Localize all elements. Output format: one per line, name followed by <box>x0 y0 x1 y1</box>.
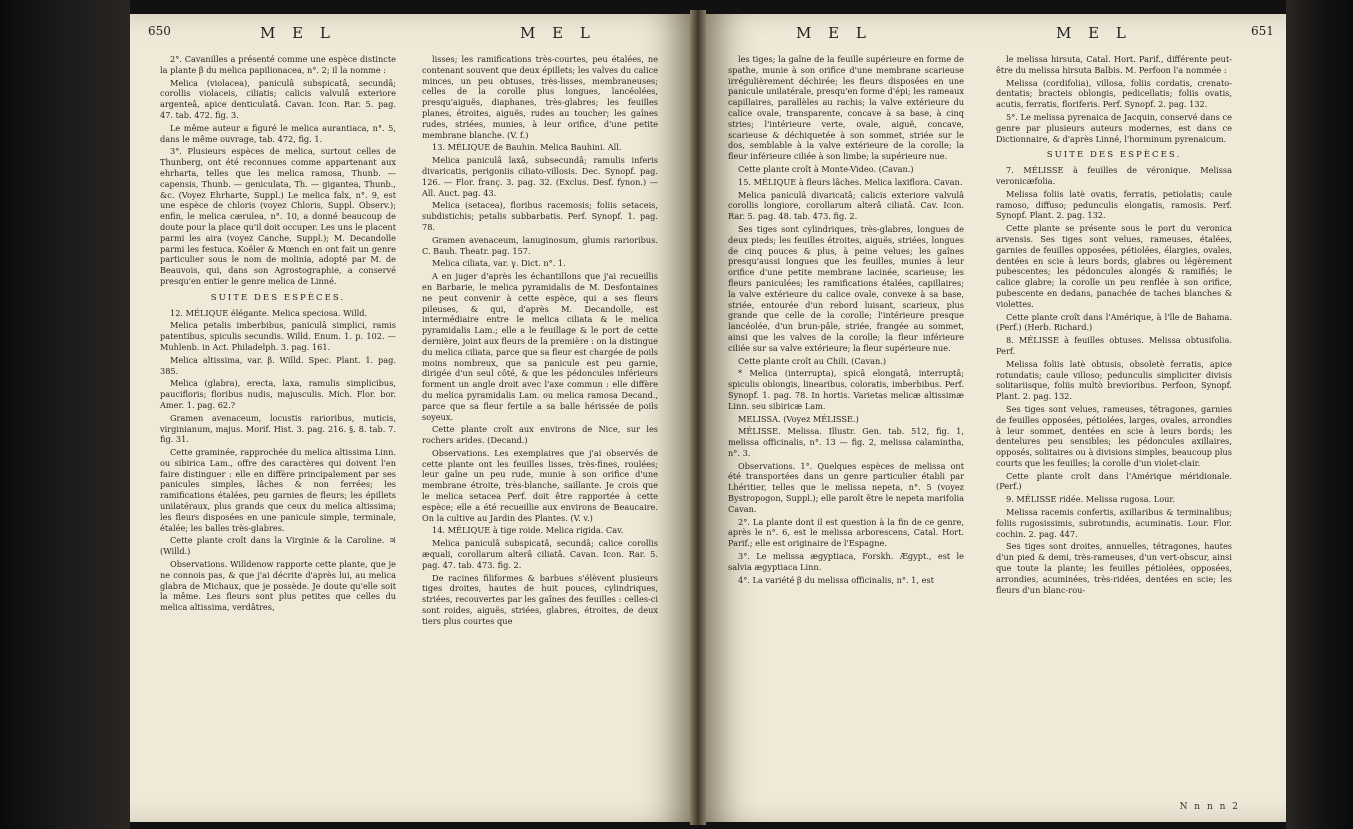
paragraph: Melica ciliata, var. γ. Dict. n°. 1. <box>432 258 566 269</box>
paragraph: Melissa racemis confertis, axillaribus & terminalibus; foliis rugosissimis, subrotundis, acuminatis. Lour. Flor. cochin. 2. pag. 447. <box>996 507 1232 539</box>
paragraph: Melica paniculâ laxâ, subsecundâ; ramulis inferis divaricatis, perigoniis ciliato-villosis. Dec. Synopf. pag. 126. — Flor. franç. 3. pag. 32. (Exclus. Desf. fynon.) — All. Auct. pag. 43. <box>422 155 658 198</box>
left-column-1 <box>160 54 396 615</box>
paragraph: Ses tiges sont velues, rameuses, tétragones, garnies de feuilles opposées, pétiolées, larges, ovales, arrondies à leur sommet, dentées en scie à leurs bords; les dentelures peu sensibles; les pédoncules axillaires, opposés, solitaires ou à divisions simples, beaucoup plus courts que les feuilles; la corolle d'un violet-clair. <box>996 403 1232 468</box>
right-column-2 <box>996 54 1232 597</box>
left-page-number: 650 <box>148 24 171 38</box>
paragraph: A en juger d'après les échantillons que j'ai recueillis en Barbarie, le melica pyramidalis de M. Desfontaines ne peut convenir à cette espèce, qui a ses fleurs pileuses, & qui, d'après M. Decandolle, est intermédiaire entre le melica ciliata & le melica pyramidalis Lam.; elle a le feuillage & le port de cette dernière, joint aux fleurs de la première : on la distingue du melica ciliata, parce que sa fleur est chargée de poils moins nombreux, que sa panicule est peu garnie, dirigée d'un seul côté, & que les pédoncules inférieurs forment un angle droit avec l'axe commun : elle diffère du melica pyramidalis Lam. ou melica ramosa Decand., parce que sa fleur fertile a sa balle hérissée de poils soyeux. <box>422 271 658 422</box>
paragraph: 13. MÉLIQUE de Bauhin. Melica Bauhini. All. <box>432 142 622 153</box>
paragraph: Cette plante croît dans la Virginie & la Caroline. ♃ (Willd.) <box>160 535 396 557</box>
paragraph: Ses tiges sont cylindriques, très-glabres, longues de deux pieds; les feuilles étroites, aiguës, striées, longues de cinq pouces & plus, à peine velues; les gaînes presqu'aussi longues que les feuilles, munies à leur orifice d'une petite membrane lacinée, scarieuse; les fleurs paniculées; les ramifications étalées, capillaires; la valve extérieure du calice ovale, convexe à sa base, striée, entourée d'un rebord luisant, scarieux, plus grande que celle de la corolle; l'intérieure presque lancéolée, d'un brun-pâle, striée, frangée au sommet, ainsi que les valves de la corolle; la fleur inférieure ciliée sur sa valve extérieure; la fleur supérieure nue. <box>728 223 964 353</box>
paragraph: lisses; les ramifications très-courtes, peu étalées, ne contenant souvent que deux épillets; les valves du calice minces, un peu obtuses, très-lisses, membraneuses; celles de la corolle plus longues, lancéolées, presqu'aiguës, diaphanes, très-glabres; les feuilles planes, étroites, aiguës, rudes au toucher; les gaînes rudes, striées, munies, à leur orifice, d'une petite membrane blanche. (V. f.) <box>422 54 658 140</box>
right-page <box>706 14 1286 822</box>
paragraph: Ses tiges sont droites, annuelles, tétragones, hautes d'un pied & demi, très-rameuses, d'un vert-obscur, ainsi que toute la plante; les feuilles pétiolées, opposées, arrondies, acuminées, très-ridées, dentées en scie; les fleurs d'un blanc-rou- <box>996 541 1232 595</box>
paragraph: 3°. Le melissa ægyptiaca, Forskh. Ægypt., est le salvia ægyptiaca Linn. <box>728 551 964 572</box>
right-page-number: 651 <box>1251 24 1274 38</box>
paragraph: Melica (setacea), floribus racemosis; foliis setaceis, subdistichis; petalis subbarbatis. Perf. Synopf. 1. pag. 78. <box>422 200 658 232</box>
paragraph: Cette plante croît à Monte-Video. (Cavan.) <box>738 163 914 174</box>
paragraph: 15. MÉLIQUE à fleurs lâches. Melica laxiflora. Cavan. <box>738 176 963 187</box>
paragraph: Observations. Willdenow rapporte cette plante, que je ne connois pas, & que j'ai décrite d'après lui, au melica glabra de Michaux, que je possède. Je doute qu'elle soit la même. Les fleurs sont plus petites que celles du melica altissima, verdâtres, <box>160 559 396 613</box>
paragraph: Melica paniculâ subspicatâ, secundâ; calice corollis æquali, corollarum alterâ ciliatâ. Cavan. Icon. Rar. 5. pag. 47. tab. 473. fig. 2. <box>422 538 658 570</box>
left-column-2 <box>422 54 658 629</box>
paragraph: Le même auteur a figuré le melica aurantiaca, n°. 5, dans le même ouvrage, tab. 472, fig. 1. <box>160 122 396 144</box>
paragraph: Cette plante croît au Chili. (Cavan.) <box>738 355 887 366</box>
paragraph: De racines filiformes & barbues s'élèvent plusieurs tiges droites, hautes de huit pouces, cylindriques, striées, recouvertes par les gaînes des feuilles : celles-ci sont roides, aiguës, striées, glabres, étroites, de deux tiers plus courtes que <box>422 572 658 626</box>
paragraph: 4°. La variété β du melissa officinalis, n°. 1, est <box>738 574 934 585</box>
book-gutter <box>690 10 706 825</box>
paragraph: le melissa hirsuta, Catal. Hort. Parif., différente peut-être du melissa hirsuta Balbis. M. Perfoon l'a nommée : <box>996 54 1232 75</box>
paragraph: Observations. 1°. Quelques espèces de melissa ont été transportées dans un genre particulier établi par Lhéritier, telles que le melissa nepeta, n°. 5 (voyez Bystropogon, Suppl.); elle paroît être le nepeta marifolia Cavan. <box>728 460 964 514</box>
paragraph: 7. MÉLISSE à feuilles de véronique. Melissa veronicæfolia. <box>996 165 1232 186</box>
paragraph: Cette plante se présente sous le port du veronica arvensis. Ses tiges sont velues, rameuses, étalées, garnies de feuilles opposées, pétiolées, élargies, ovales, dentées en scie à leurs bords, glabres ou légèrement pubescentes; les pédoncules alongés & ramifiés; le calice glabre; la corolle un peu renflée à son orifice, pubescente en dedans, panachée de taches blanches & violettes. <box>996 223 1232 309</box>
paragraph: Cette plante croît dans l'Amérique, à l'île de Bahama. (Perf.) (Herb. Richard.) <box>996 311 1232 333</box>
paragraph: 2°. Cavanilles a présenté comme une espèce distincte la plante β du melica papilionacea, n°. 2; il la nomme : <box>160 54 396 75</box>
paragraph: 12. MÉLIQUE élégante. Melica speciosa. Willd. <box>170 307 368 318</box>
paragraph: 2°. La plante dont il est question à la fin de ce genre, après le n°. 6, est le melissa arborescens, Catal. Hort. Parif.; elle est originaire de l'Espagne. <box>728 516 964 549</box>
left-head-word-2: M E L <box>520 24 596 42</box>
paragraph: * Melica (interrupta), spicâ elongatâ, interruptâ; spiculis oblongis, linearibus, coloratis, imberbibus. Perf. Synopf. 1. pag. 78. In hortis. Varietas melicæ altissimæ Linn. seu sibiricæ Lam. <box>728 368 964 411</box>
paragraph: 5°. Le melissa pyrenaica de Jacquin, conservé dans ce genre par plusieurs auteurs modernes, est dans ce Dictionnaire, & d'après Linné, l'horminum pyrenaicum. <box>996 111 1232 144</box>
paragraph: 3°. Plusieurs espèces de melica, surtout celles de Thunberg, ont été reconnues comme appartenant aux ehrharta, telles que les melica ramosa, Thunb. — capensis, Thunb. — geniculata, Th. — gigantea, Thunb., &c. (Voyez Ehrharte, Suppl.) Le melica falx, n°. 9, est une espèce de chloris (voyez Chloris, Suppl. Observ.); enfin, le melica cærulea, n°. 10, a donné beaucoup de doute pour la place qu'il doit occuper. Les uns le placent parmi les aira (voyez Canche, Suppl.); M. Decandolle parmi les festuca. Koëler & Mœnch en ont fait un genre particulier sous le nom de molinia, adopté par M. de Beauvois, qui, dans son Agrostographie, a conservé presqu'en entier le genre melica de Linné. <box>160 146 396 286</box>
paragraph: Cette plante croît dans l'Amérique méridionale. (Perf.) <box>996 470 1232 492</box>
right-head-word-2: M E L <box>1056 24 1132 42</box>
right-column-1 <box>728 54 964 587</box>
signature-mark: N n n n 2 <box>1179 802 1240 812</box>
paragraph: Cette graminée, rapprochée du melica altissima Linn. ou sibirica Lam., offre des caractères qui doivent l'en faire distinguer : elle en diffère principalement par ses panicules simples, lâches & non ferrées; les ramifications étalées, peu garnies de fleurs; les épillets unilatéraux, plus grands que ceux du melica altissima; les fleurs disposées en une panicule simple, terminale, étalée; les balles très-glabres. <box>160 447 396 533</box>
paragraph: Melica petalis imberbibus, paniculâ simplici, ramis patentibus, spiculis secundis. Willd. Enum. 1. p. 102. — Muhlenb. in Act. Philadelph. 3. pag. 161. <box>160 320 396 352</box>
paragraph: Gramen avenaceum, locustis rarioribus, muticis, virginianum, majus. Morif. Hist. 3. pag. 216. §. 8. tab. 7. fig. 31. <box>160 412 396 445</box>
paragraph: Cette plante croît aux environs de Nice, sur les rochers arides. (Decand.) <box>422 424 658 446</box>
left-head-word-1: M E L <box>260 24 336 42</box>
paragraph: Melissa foliis latè ovatis, ferratis, petiolatis; caule ramoso, diffuso; pedunculis elongatis, ramosis. Perf. Synopf. Plant. 2. pag. 132. <box>996 188 1232 221</box>
book-edge-left <box>0 0 130 829</box>
paragraph: Melica (glabra), erecta, laxa, ramulis simplicibus, paucifloris; floribus nudis, majusculis. Mich. Flor. bor. Amer. 1. pag. 62.? <box>160 378 396 410</box>
left-page <box>130 14 690 822</box>
left-running-head <box>130 24 690 44</box>
paragraph: Melica (violacea), paniculâ subspicatâ, secundâ; corollis violaceis, ciliatis; calicis valvulâ exteriore argenteâ, apice denticulatâ. Cavan. Icon. Rar. 5. pag. 47. tab. 472. fig. 3. <box>160 77 396 120</box>
paragraph: Gramen avenaceum, lanuginosum, glumis rarioribus. C. Bauh. Theatr. pag. 157. <box>422 234 658 256</box>
right-running-head <box>706 24 1286 44</box>
paragraph: 14. MÉLIQUE à tige roide. Melica rigida. Cav. <box>432 525 624 536</box>
paragraph: MELISSA. (Voyez MÉLISSE.) <box>738 413 859 424</box>
paragraph: Melica paniculâ divaricatâ; calicis exteriore valvulâ corollis longiore, corollarum alterâ ciliatâ. Cav. Icon. Rar. 5. pag. 48. tab. 473. fig. 2. <box>728 189 964 222</box>
paragraph: 9. MÉLISSE ridée. Melissa rugosa. Lour. <box>1006 494 1176 505</box>
paragraph: 8. MÉLISSE à feuilles obtuses. Melissa obtusifolia. Perf. <box>996 335 1232 356</box>
paragraph: Melissa foliis latè obtusis, obsoletè ferratis, apice rotundatis; caule villoso; pedunculis simpliciter divisis solitariisque, foliis multò brevioribus. Perfoon, Synopf. Plant. 2. pag. 132. <box>996 358 1232 402</box>
paragraph: SUITE DES ESPÈCES. <box>210 292 346 303</box>
paragraph: Melica altissima, var. β. Willd. Spec. Plant. 1. pag. 385. <box>160 354 396 376</box>
paragraph: Melissa (cordifolia), villosa, foliis cordatis, crenato-dentatis; bracteis oblongis, pedicellatis; foliis ovatis, acutis, ferratis, floriferis. Perf. Synopf. 2. pag. 132. <box>996 77 1232 110</box>
paragraph: Observations. Les exemplaires que j'ai observés de cette plante ont les feuilles lisses, très-fines, roulées; leur gaîne un peu rude, munie à son orifice d'une membrane étroite, très-blanche, saillante. Je crois que le melica setacea Perf. doit être rapportée à cette espèce; elle a été recueillie aux environs de Beaucaire. On la cultive au Jardin des Plantes. (V. v.) <box>422 447 658 523</box>
paragraph: MÉLISSE. Melissa. Illustr. Gen. tab. 512, fig. 1, melissa officinalis, n°. 13 — fig. 2, melissa calamintha, n°. 3. <box>728 426 964 458</box>
paragraph: les tiges; la gaîne de la feuille supérieure en forme de spathe, munie à son orifice d'une membrane scarieuse irrégulièrement déchirée; les fleurs disposées en une panicule unilatérale, presqu'en forme d'épi; les rameaux capillaires, parallèles au rachis; la valve extérieure du calice ovale, transparente, concave à sa base, à cinq stries; l'intérieure verte, ovale, aiguë, concave, scarieuse & déchiquetée à son sommet, striée sur le dos, semblable à la valve extérieure de la corolle; la fleur inférieure ciliée à son limbe; la supérieure nue. <box>728 54 964 162</box>
right-head-word-1: M E L <box>796 24 872 42</box>
book-edge-right <box>1286 0 1353 829</box>
paragraph: SUITE DES ESPÈCES. <box>1046 150 1182 161</box>
